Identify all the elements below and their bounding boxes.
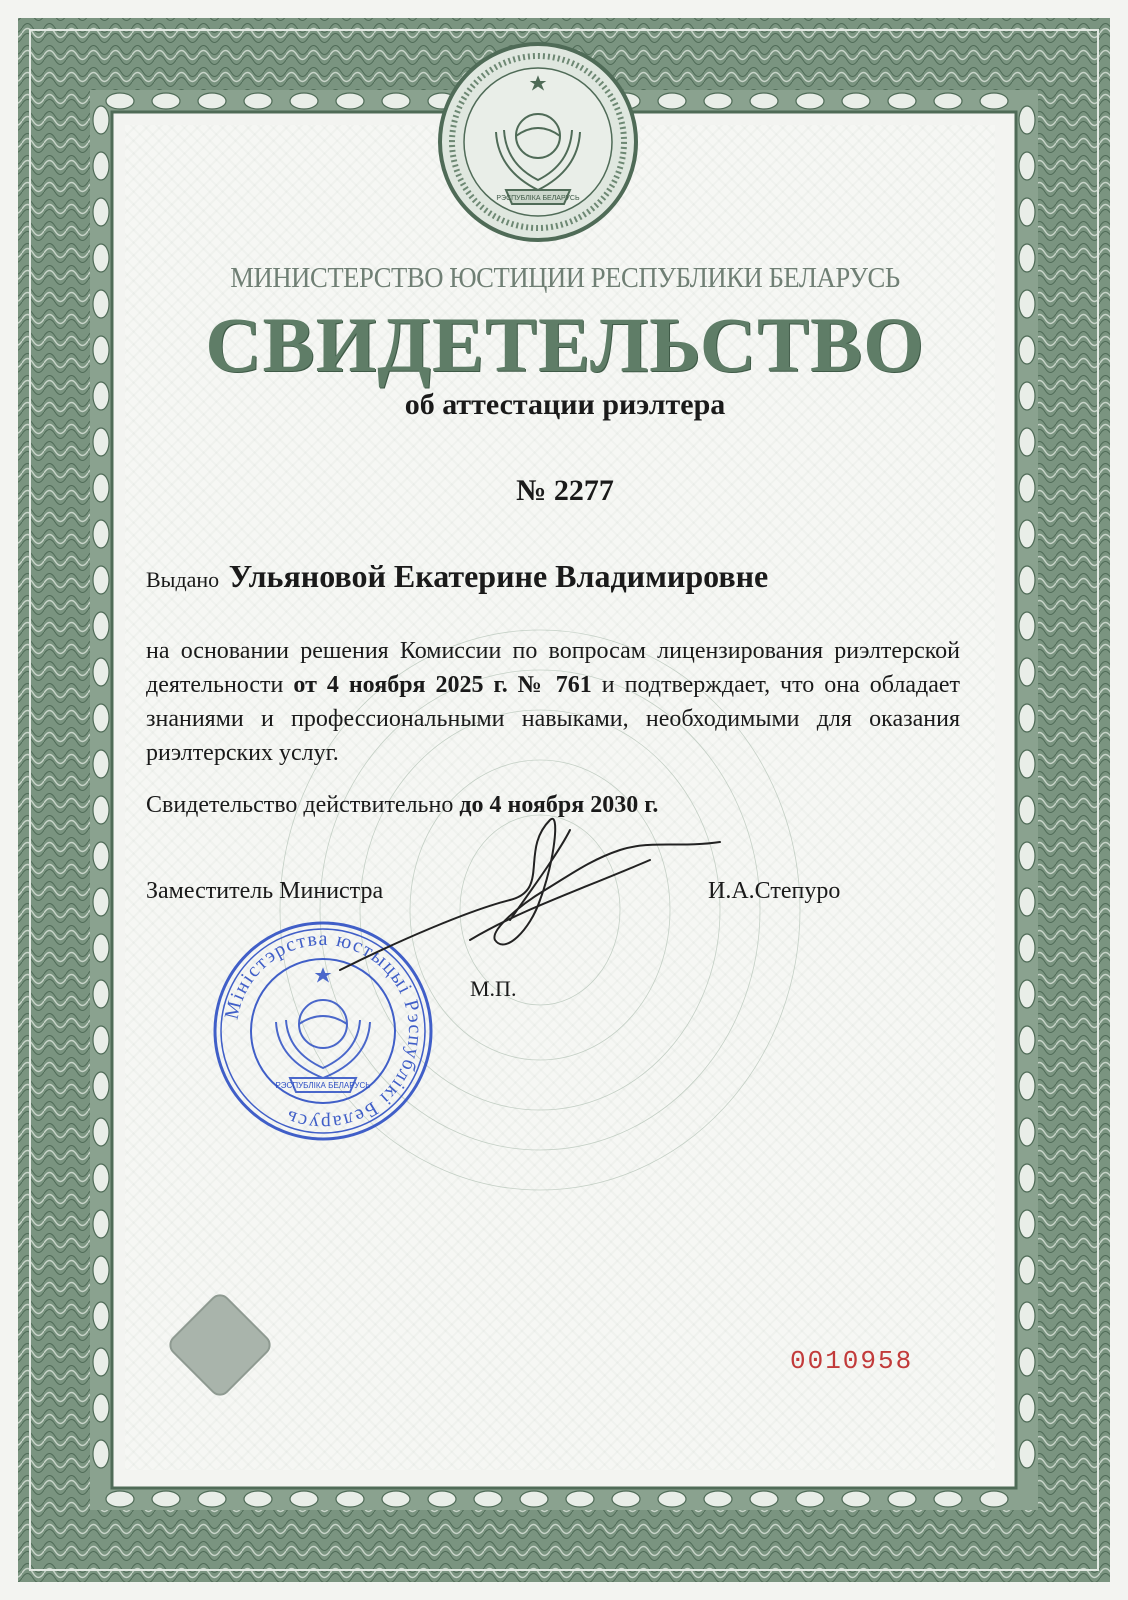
- document-title: СВИДЕТЕЛЬСТВО: [205, 301, 925, 388]
- ministry-name: МИНИСТЕРСТВО ЮСТИЦИИ РЕСПУБЛИКИ БЕЛАРУСЬ: [230, 262, 900, 294]
- basis-text-1: на основании решения Комиссии по вопросам лицензирования риэлтерской деятельности: [146, 638, 960, 698]
- signatory-position: Заместитель Министра: [146, 878, 384, 904]
- decision-reference: от 4 ноября 2025 г. № 761: [293, 672, 592, 698]
- svg-text:РЭСПУБЛІКА БЕЛАРУСЬ: РЭСПУБЛІКА БЕЛАРУСЬ: [496, 195, 580, 202]
- document-subtitle: об аттестации риэлтера: [404, 388, 726, 421]
- svg-text:Міністэрства юстыцыі Рэспублік: Міністэрства юстыцыі Рэспублікі Беларусь: [220, 927, 427, 1135]
- signatory-name: И.А.Степуро: [708, 878, 841, 904]
- stamp-place-label: М.П.: [470, 976, 517, 1001]
- validity-text: Свидетельство действительно: [146, 792, 460, 818]
- svg-text:РЭСПУБЛІКА БЕЛАРУСЬ: РЭСПУБЛІКА БЕЛАРУСЬ: [275, 1081, 371, 1090]
- validity-date: до 4 ноября 2030 г.: [459, 792, 659, 818]
- holder-name: Ульяновой Екатерине Владимировне: [228, 558, 769, 594]
- signature: [320, 790, 740, 1000]
- serial-number: 0010958: [790, 1346, 914, 1376]
- state-emblem-seal: [436, 40, 640, 244]
- basis-text-2: и подтверждает, что она обладает знаниями и профессиональными навыками, необходимыми для оказания риэлтерских услуг.: [146, 672, 961, 766]
- certificate-number: № 2277: [516, 474, 614, 507]
- basis-paragraph: [146, 634, 960, 770]
- issued-label: Выдано: [146, 567, 220, 592]
- hologram-diamond: [160, 1285, 280, 1405]
- issued-line: [146, 558, 768, 595]
